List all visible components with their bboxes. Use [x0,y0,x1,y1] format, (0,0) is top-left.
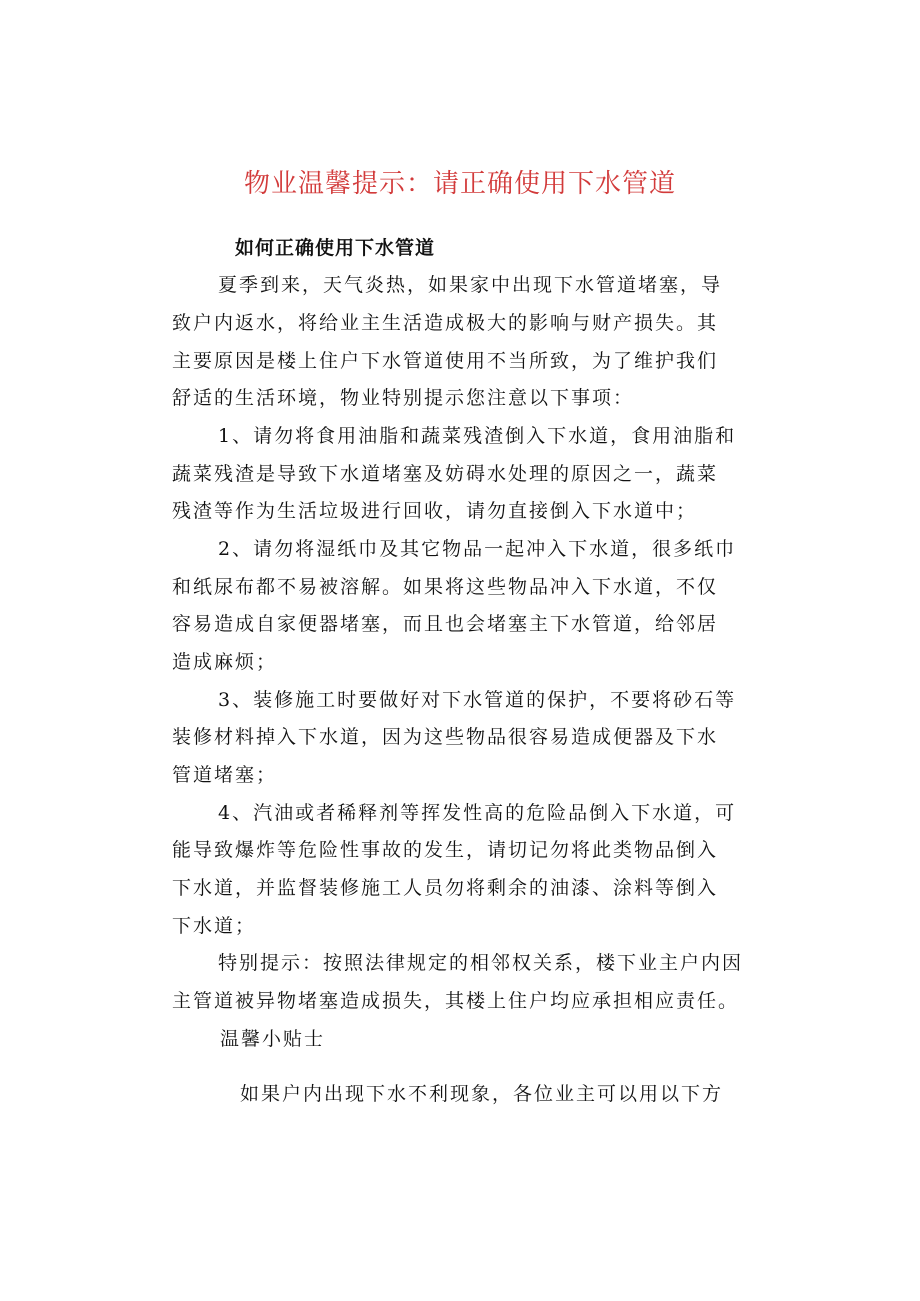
paragraph-line: 4、汽油或者稀释剂等挥发性高的危险品倒入下水道，可 [218,802,737,824]
paragraph-line: 装修材料掉入下水道，因为这些物品很容易造成便器及下水 [172,726,719,748]
paragraph-line: 下水道； [172,915,257,937]
paragraph-line: 3、装修施工时要做好对下水管道的保护，不要将砂石等 [218,689,737,711]
paragraph-line: 残渣等作为生活垃圾进行回收，请勿直接倒入下水道中； [172,500,698,522]
paragraph-line: 特别提示：按照法律规定的相邻权关系，楼下业主户内因 [218,952,744,974]
paragraph-line: 主管道被异物堵塞造成损失，其楼上住户均应承担相应责任。 [172,990,740,1012]
tip-text: 如果户内出现下水不利现象，各位业主可以用以下方 [240,1083,724,1105]
paragraph-line: 能导致爆炸等危险性事故的发生，请切记勿将此类物品倒入 [172,839,719,861]
paragraph-line: 主要原因是楼上住户下水管道使用不当所致，为了维护我们 [172,350,719,372]
paragraph-line: 容易造成自家便器堵塞，而且也会堵塞主下水管道，给邻居 [172,613,719,635]
paragraph-line: 管道堵塞； [172,764,278,786]
document-title: 物业温馨提示：请正确使用下水管道 [243,169,676,199]
paragraph-line: 和纸尿布都不易被溶解。如果将这些物品冲入下水道，不仅 [172,576,719,598]
paragraph-line: 蔬菜残渣是导致下水道堵塞及妨碍水处理的原因之一，蔬菜 [172,463,719,485]
paragraph-line: 致户内返水，将给业主生活造成极大的影响与财产损失。其 [172,312,719,334]
paragraph-line: 2、请勿将湿纸巾及其它物品一起冲入下水道，很多纸巾 [218,538,737,560]
paragraph-line: 造成麻烦； [172,651,278,673]
paragraph-line: 夏季到来，天气炎热，如果家中出现下水管道堵塞，导 [218,274,723,296]
paragraph-line: 下水道，并监督装修施工人员勿将剩余的油漆、涂料等倒入 [172,877,719,899]
paragraph-line: 舒适的生活环境，物业特别提示您注意以下事项： [172,387,635,409]
paragraph-line: 1、请勿将食用油脂和蔬菜残渣倒入下水道，食用油脂和 [218,425,737,447]
section-heading: 如何正确使用下水管道 [235,237,436,259]
tip-label: 温馨小贴士 [220,1028,326,1050]
